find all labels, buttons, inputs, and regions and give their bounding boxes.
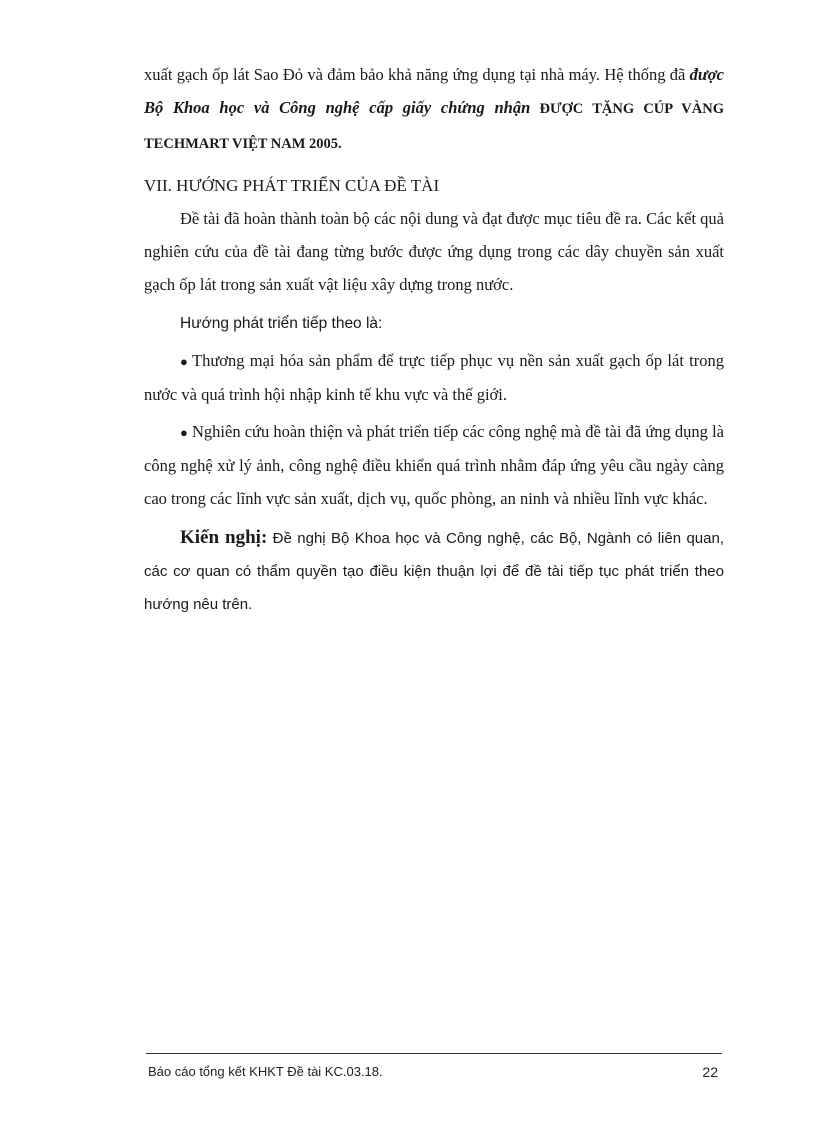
bullet-item xyxy=(144,415,724,515)
page-number: 22 xyxy=(702,1064,718,1080)
footer-report-title: Báo cáo tổng kết KHKT Đề tài KC.03.18. xyxy=(148,1064,383,1079)
award-text: ĐƯỢC TẶNG CÚP VÀNG TECHMART VIỆT NAM 2005. xyxy=(144,101,724,152)
section-heading: VII. HƯỚNG PHÁT TRIỂN CỦA ĐỀ TÀI xyxy=(144,176,440,195)
recommendation-text: Đề nghị Bộ Khoa học và Công nghệ, các Bộ, Ngành có liên quan, các cơ quan có thẩm quyền tạo điều kiện thuận lợi để đề tài tiếp tục phát triển theo hướng nêu trên. xyxy=(144,530,724,613)
footer-divider xyxy=(146,1053,722,1054)
recommendation-label: Kiến nghị: xyxy=(180,527,268,548)
bullet-dot-icon: ● xyxy=(180,425,188,440)
intro-text: xuất gạch ốp lát Sao Đỏ và đảm bảo khả năng ứng dụng tại nhà máy. Hệ thống đã xyxy=(144,65,690,84)
paragraph-intro xyxy=(144,58,724,161)
paragraph-summary: Đề tài đã hoàn thành toàn bộ các nội dung và đạt được mục tiêu đề ra. Các kết quả nghiên cứu của đề tài đang từng bước được ứng dụng trong các dây chuyền sản xuất gạch ốp lát trong sản xuất vật liệu xây dựng trong nước. xyxy=(144,209,724,294)
bullet-text: Thương mại hóa sản phẩm để trực tiếp phục vụ nền sản xuất gạch ốp lát trong nước và quá trình hội nhập kinh tế khu vực và thế giới. xyxy=(144,351,724,404)
bullet-text: Nghiên cứu hoàn thiện và phát triển tiếp các công nghệ mà đề tài đã ứng dụng là công nghệ xử lý ảnh, công nghệ điều khiển quá trình nhằm đáp ứng yêu cầu ngày càng cao trong các lĩnh vực sản xuất, dịch vụ, quốc phòng, an ninh và nhiều lĩnh vực khác. xyxy=(144,422,724,508)
page-content xyxy=(144,58,724,621)
recommendation-paragraph xyxy=(144,521,724,621)
bullet-item xyxy=(144,344,724,411)
bullet-dot-icon: ● xyxy=(180,354,188,369)
development-subheading: Hướng phát triển tiếp theo là: xyxy=(180,315,383,332)
certification-emphasis: được Bộ Khoa học và Công nghệ cấp giấy chứng nhận xyxy=(144,65,724,117)
